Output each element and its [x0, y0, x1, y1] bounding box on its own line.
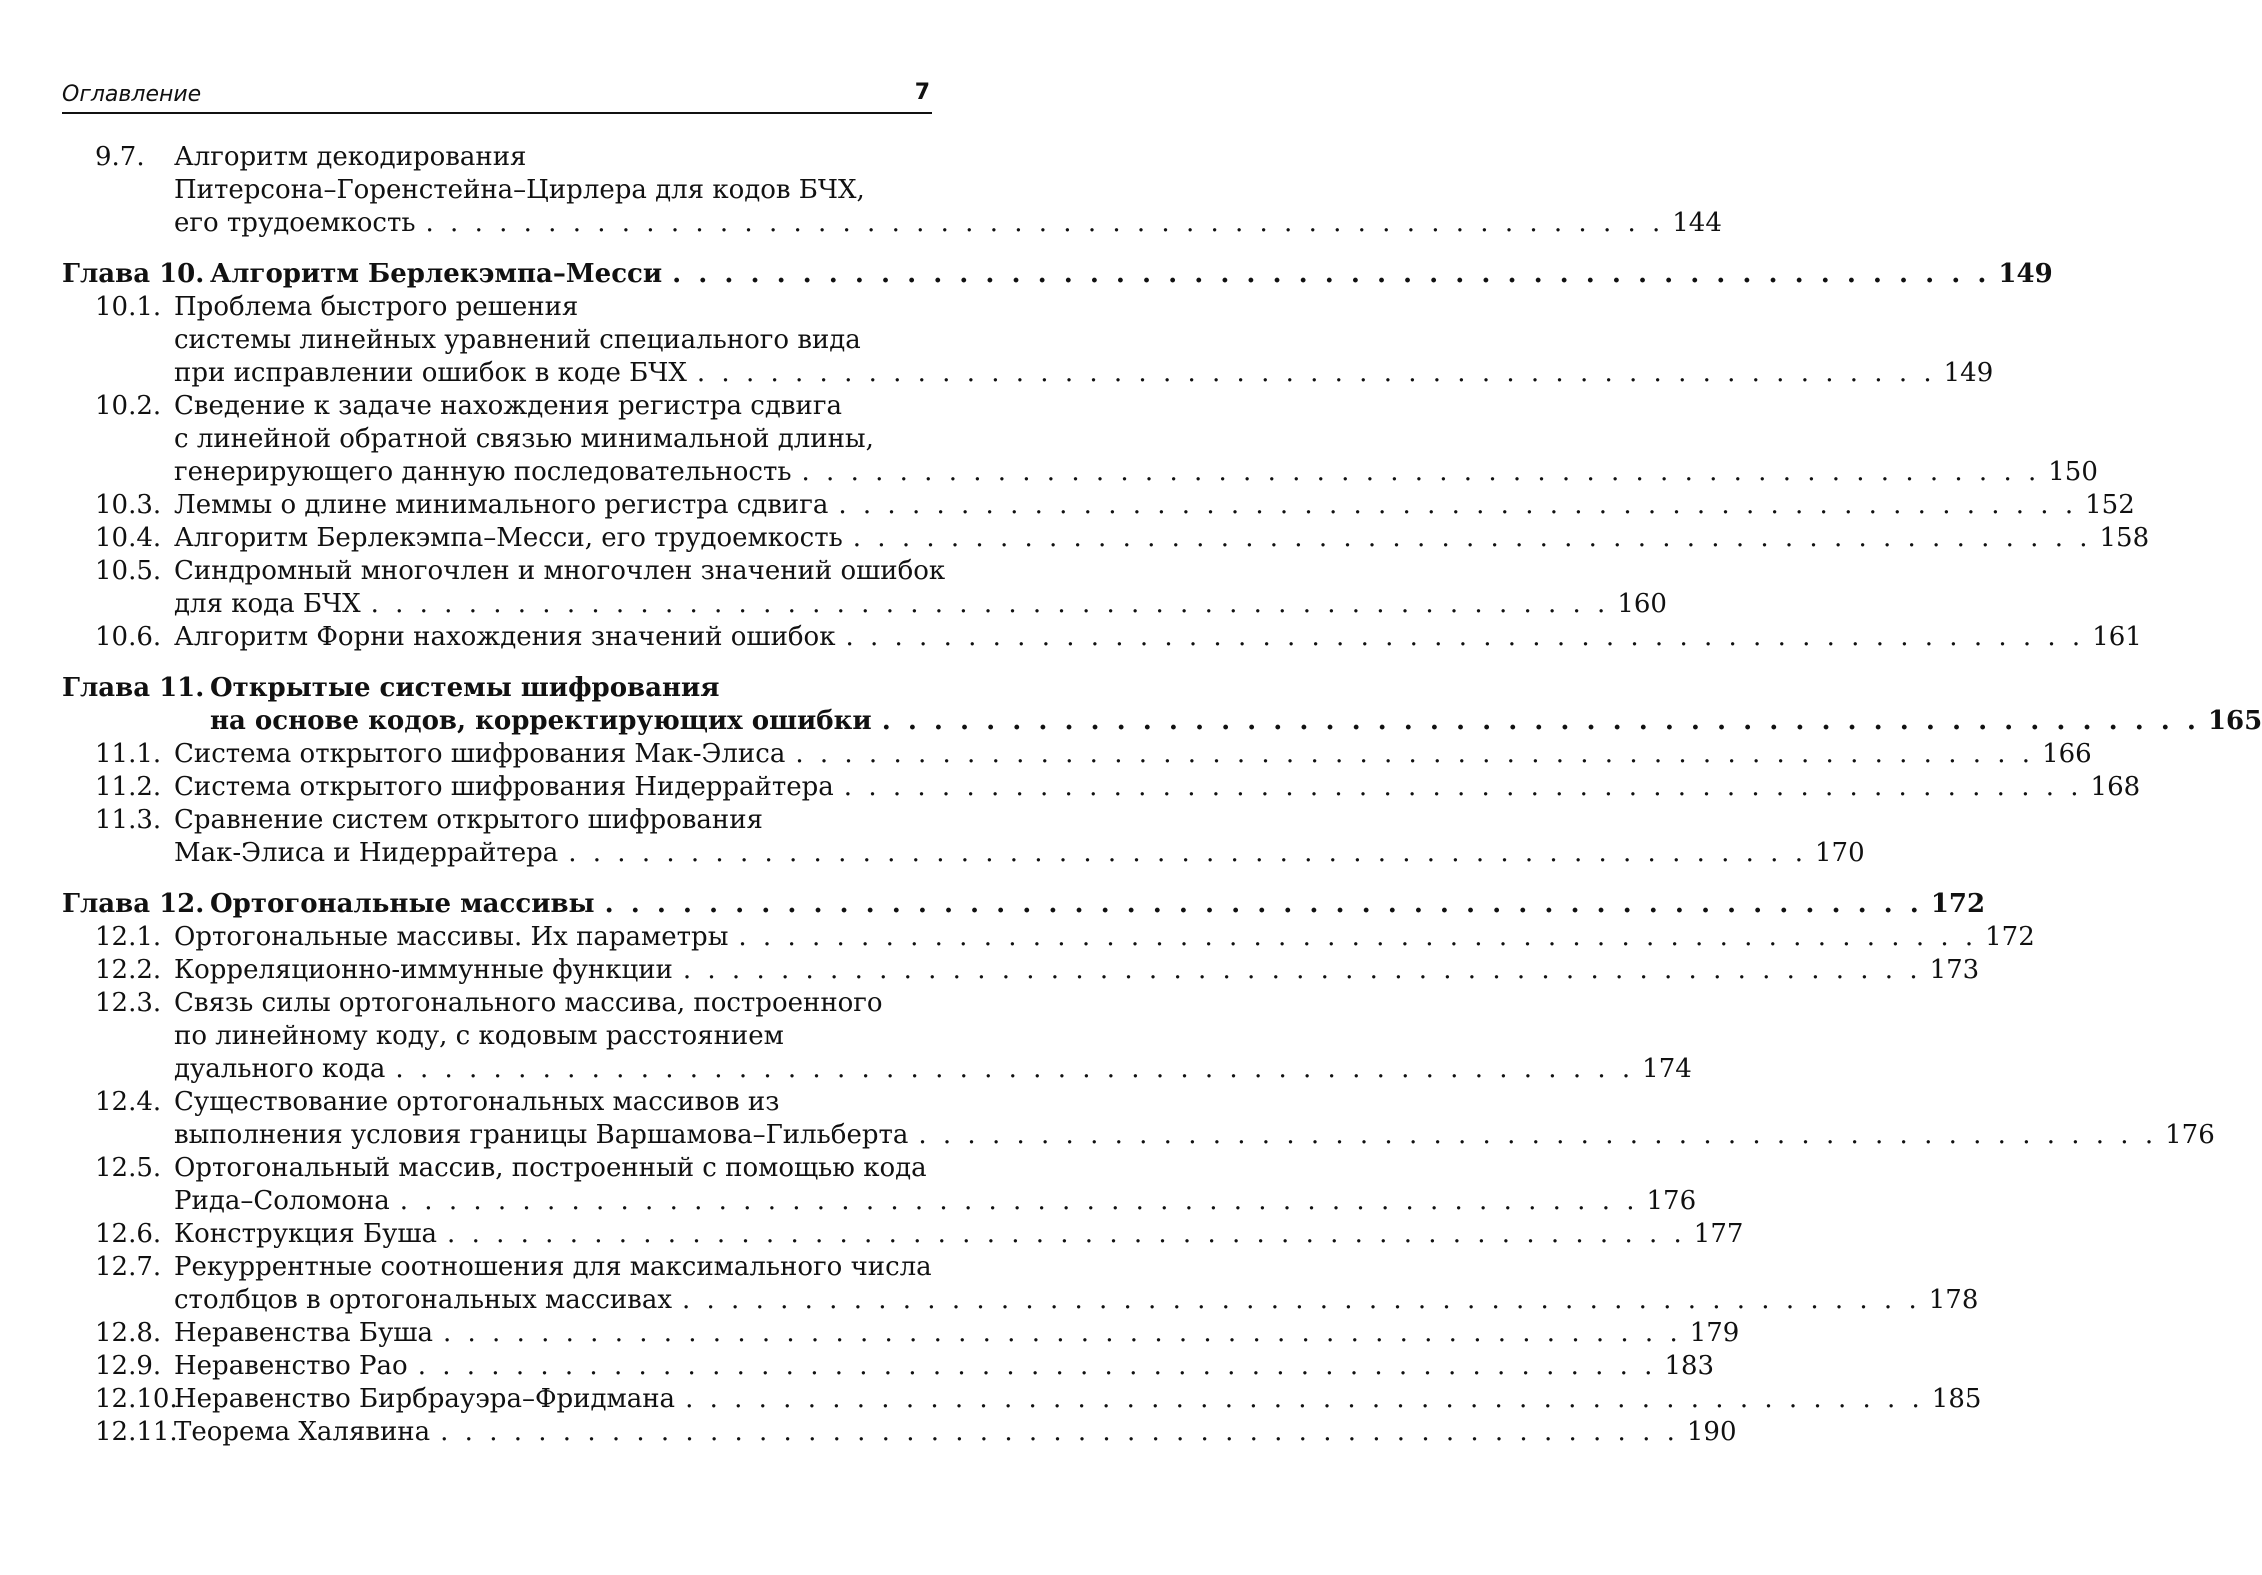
page-number: 7 [914, 80, 930, 105]
toc-entry-number: 12.4. [95, 1087, 162, 1117]
leader-dots: . . . . . . . . . . . . . . . . . . . . . . . . . . . . . . . . . . . . . . . . . . . . . . . . . . . [682, 1285, 1921, 1315]
toc-section[interactable] [62, 955, 1980, 988]
toc-entry-page: 172 [1985, 922, 2035, 952]
toc-entry-number: 10.2. [95, 391, 162, 421]
toc-entry-title: Сравнение систем открытого шифрования [174, 805, 763, 835]
toc-section[interactable] [62, 1384, 1982, 1417]
toc-entry-title: Система открытого шифрования Нидеррайтера [174, 772, 834, 802]
toc-entry-title: Алгоритм декодирования [174, 142, 527, 172]
leader-dots: . . . . . . . . . . . . . . . . . . . . . . . . . . . . . . . . . . . . . . . . . . . . . . . . . . . [682, 955, 1922, 985]
toc-entry-title: при исправлении ошибок в коде БЧХ [174, 358, 687, 388]
toc-entry-page: 176 [1646, 1186, 1697, 1216]
toc-entry-number: 10.5. [95, 556, 162, 586]
toc-entry-title: его трудоемкость [174, 208, 416, 238]
toc-entry-number: 12.3. [95, 988, 162, 1018]
toc-entry-title: с линейной обратной связью минимальной длины, [174, 424, 874, 454]
toc-section[interactable] [62, 1087, 2215, 1153]
toc-entry-number: 9.7. [95, 142, 145, 172]
toc-section[interactable] [62, 1252, 1979, 1318]
toc-entry-number: 10.3. [95, 490, 162, 520]
toc-entry-title: системы линейных уравнений специального вида [174, 325, 861, 355]
toc-entry-title: генерирующего данную последовательность [174, 457, 792, 487]
toc-entry-number: 10.1. [95, 292, 162, 322]
toc-entry-page: 190 [1686, 1417, 1737, 1447]
toc-entry-page: 170 [1814, 838, 1865, 868]
toc-chapter[interactable] [62, 673, 2262, 739]
toc-entry-page: 161 [2092, 622, 2142, 652]
toc-entry-number: 12.6. [95, 1219, 162, 1249]
toc-entry-title: Ортогональный массив, построенный с помощью кода [174, 1153, 927, 1183]
toc-entry-title: Рида–Соломона [174, 1186, 390, 1216]
toc-entry-title: Корреляционно-иммунные функции [174, 955, 673, 985]
leader-dots: . . . . . . . . . . . . . . . . . . . . . . . . . . . . . . . . . . . . . . . . . . . . . . . . . . . [845, 622, 2085, 652]
toc-section[interactable] [62, 391, 2098, 490]
toc-section[interactable] [62, 556, 1667, 622]
toc-section[interactable] [62, 1351, 1715, 1384]
toc-entry-title: Система открытого шифрования Мак-Элиса [174, 739, 786, 769]
toc-entry-number: 10.4. [95, 523, 162, 553]
toc-section[interactable] [62, 772, 2141, 805]
toc-section[interactable] [62, 523, 2150, 556]
toc-entry-title: Связь силы ортогонального массива, построенного [174, 988, 883, 1018]
toc-entry-title: для кода БЧХ [174, 589, 361, 619]
toc-entry-title: Открытые системы шифрования [210, 673, 720, 703]
toc-entry-title: Ортогональные массивы [210, 889, 595, 919]
toc-entry-page: 178 [1928, 1285, 1979, 1315]
leader-dots: . . . . . . . . . . . . . . . . . . . . . . . . . . . . . . . . . . . . . . . . . . . . . . . . . . . [843, 772, 2083, 802]
leader-dots: . . . . . . . . . . . . . . . . . . . . . . . . . . . . . . . . . . . . . . . . . . . . . . . . . . . [696, 358, 1936, 388]
leader-dots: . . . . . . . . . . . . . . . . . . . . . . . . . . . . . . . . . . . . . . . . . . . . . . . . . . . [738, 922, 1978, 952]
toc-section[interactable] [62, 490, 2135, 523]
toc-entry-number: Глава 10. [62, 259, 205, 289]
toc-entry-title: по линейному коду, с кодовым расстоянием [174, 1021, 784, 1051]
leader-dots: . . . . . . . . . . . . . . . . . . . . . . . . . . . . . . . . . . . . . . . . . . . . . . . . . . . [685, 1384, 1924, 1414]
toc-entry-title: дуального кода [174, 1054, 386, 1084]
toc-entry-page: 179 [1689, 1318, 1740, 1348]
toc-entry-number: 12.1. [95, 922, 162, 952]
leader-dots: . . . . . . . . . . . . . . . . . . . . . . . . . . . . . . . . . . . . . . . . . . . . . . . . . . . [447, 1219, 1686, 1249]
toc-entry-title: Рекуррентные соотношения для максимального числа [174, 1252, 932, 1282]
running-header-title: Оглавление [62, 82, 202, 107]
toc-entry-title: Конструкция Буша [174, 1219, 438, 1249]
toc-entry-title: Теорема Халявина [174, 1417, 431, 1447]
toc-entry-title: Питерсона–Горенстейна–Цирлера для кодов БЧХ, [174, 175, 865, 205]
toc-entry-page: 160 [1617, 589, 1667, 619]
leader-dots: . . . . . . . . . . . . . . . . . . . . . . . . . . . . . . . . . . . . . . . . . . . . . . . . . . . [399, 1186, 1639, 1216]
leader-dots: . . . . . . . . . . . . . . . . . . . . . . . . . . . . . . . . . . . . . . . . . . . . . . . . . . . [442, 1318, 1682, 1348]
toc-entry-number: 12.9. [95, 1351, 162, 1381]
toc-entry-number: 12.8. [95, 1318, 162, 1348]
toc-entry-title: Ортогональные массивы. Их параметры [174, 922, 729, 952]
toc-entry-number: 11.1. [95, 739, 162, 769]
toc-entry-page: 144 [1672, 208, 1722, 238]
toc-entry-title: выполнения условия границы Варшамова–Гильберта [174, 1120, 909, 1150]
toc-entry-title: Неравенства Буша [174, 1318, 433, 1348]
leader-dots: . . . . . . . . . . . . . . . . . . . . . . . . . . . . . . . . . . . . . . . . . . . . . . . . . . . [395, 1054, 1635, 1084]
table-of-contents [62, 142, 2262, 1450]
toc-entry-title: Леммы о длине минимального регистра сдвига [174, 490, 829, 520]
leader-dots: . . . . . . . . . . . . . . . . . . . . . . . . . . . . . . . . . . . . . . . . . . . . . . . . . . . [370, 589, 1610, 619]
toc-entry-number: 11.3. [95, 805, 162, 835]
toc-section[interactable] [62, 805, 1865, 871]
toc-section[interactable] [62, 1417, 1737, 1450]
leader-dots: . . . . . . . . . . . . . . . . . . . . . . . . . . . . . . . . . . . . . . . . . . . . . . . . . . . [852, 523, 2092, 553]
toc-section[interactable] [62, 988, 1692, 1087]
toc-entry-page: 174 [1642, 1054, 1692, 1084]
leader-dots: . . . . . . . . . . . . . . . . . . . . . . . . . . . . . . . . . . . . . . . . . . . . . . . . . . . [604, 889, 1923, 919]
leader-dots: . . . . . . . . . . . . . . . . . . . . . . . . . . . . . . . . . . . . . . . . . . . . . . . . . . . [440, 1417, 1679, 1447]
toc-section[interactable] [62, 739, 2092, 772]
toc-entry-title: Синдромный многочлен и многочлен значений ошибок [174, 556, 946, 586]
toc-entry-number: 11.2. [95, 772, 162, 802]
toc-section[interactable] [62, 292, 1994, 391]
toc-entry-page: 177 [1693, 1219, 1744, 1249]
toc-entry-page: 158 [2099, 523, 2150, 553]
toc-entry-page: 149 [1943, 358, 1994, 388]
toc-entry-page: 172 [1930, 889, 1986, 919]
toc-entry-title: Алгоритм Форни нахождения значений ошибок [174, 622, 836, 652]
toc-entry-number: 12.2. [95, 955, 162, 985]
leader-dots: . . . . . . . . . . . . . . . . . . . . . . . . . . . . . . . . . . . . . . . . . . . . . . . . . . . [568, 838, 1807, 868]
toc-entry-page: 150 [2048, 457, 2098, 487]
toc-entry-title: Неравенство Бирбрауэра–Фридмана [174, 1384, 676, 1414]
toc-entry-page: 152 [2085, 490, 2135, 520]
toc-entry-page: 168 [2090, 772, 2141, 802]
toc-entry-title: на основе кодов, корректирующих ошибки [210, 706, 872, 736]
toc-entry-title: Проблема быстрого решения [174, 292, 579, 322]
leader-dots: . . . . . . . . . . . . . . . . . . . . . . . . . . . . . . . . . . . . . . . . . . . . . . . . . . . [918, 1120, 2158, 1150]
toc-section[interactable] [62, 1153, 1697, 1219]
running-header [62, 78, 932, 114]
leader-dots: . . . . . . . . . . . . . . . . . . . . . . . . . . . . . . . . . . . . . . . . . . . . . . . . . . . [795, 739, 2035, 769]
toc-entry-page: 165 [2207, 706, 2262, 736]
toc-section[interactable] [62, 922, 2035, 955]
toc-entry-number: Глава 11. [62, 673, 205, 703]
toc-entry-number: 12.7. [95, 1252, 162, 1282]
leader-dots: . . . . . . . . . . . . . . . . . . . . . . . . . . . . . . . . . . . . . . . . . . . . . . . . . . . [417, 1351, 1657, 1381]
toc-entry-title: Мак-Элиса и Нидеррайтера [174, 838, 559, 868]
toc-entry-number: 12.11. [95, 1417, 178, 1447]
toc-entry-title: Алгоритм Берлекэмпа–Месси [210, 259, 663, 289]
toc-chapter[interactable] [62, 889, 1986, 922]
toc-entry-page: 149 [1998, 259, 2053, 289]
toc-entry-title: Существование ортогональных массивов из [174, 1087, 780, 1117]
toc-entry-page: 166 [2042, 739, 2092, 769]
toc-entry-title: Неравенство Рао [174, 1351, 408, 1381]
leader-dots: . . . . . . . . . . . . . . . . . . . . . . . . . . . . . . . . . . . . . . . . . . . . . . . . . . . [881, 706, 2200, 736]
toc-section[interactable] [62, 1219, 1744, 1252]
toc-section[interactable] [62, 1318, 1740, 1351]
toc-section[interactable] [62, 142, 1722, 241]
leader-dots: . . . . . . . . . . . . . . . . . . . . . . . . . . . . . . . . . . . . . . . . . . . . . . . . . . . [801, 457, 2041, 487]
toc-entry-page: 176 [2165, 1120, 2215, 1150]
toc-entry-number: Глава 12. [62, 889, 205, 919]
leader-dots: . . . . . . . . . . . . . . . . . . . . . . . . . . . . . . . . . . . . . . . . . . . . . . . . . . . [425, 208, 1665, 238]
toc-entry-title: Сведение к задаче нахождения регистра сдвига [174, 391, 842, 421]
toc-entry-number: 12.10. [95, 1384, 178, 1414]
toc-entry-title: столбцов в ортогональных массивах [174, 1285, 672, 1315]
toc-entry-number: 12.5. [95, 1153, 162, 1183]
toc-entry-number: 10.6. [95, 622, 162, 652]
toc-entry-page: 173 [1929, 955, 1980, 985]
toc-chapter[interactable] [62, 259, 2053, 292]
toc-entry-page: 183 [1664, 1351, 1715, 1381]
leader-dots: . . . . . . . . . . . . . . . . . . . . . . . . . . . . . . . . . . . . . . . . . . . . . . . . . . . [838, 490, 2078, 520]
toc-entry-title: Алгоритм Берлекэмпа–Месси, его трудоемкость [174, 523, 843, 553]
toc-entry-page: 185 [1931, 1384, 1982, 1414]
leader-dots: . . . . . . . . . . . . . . . . . . . . . . . . . . . . . . . . . . . . . . . . . . . . . . . . . . . [672, 259, 1991, 289]
toc-section[interactable] [62, 622, 2142, 655]
